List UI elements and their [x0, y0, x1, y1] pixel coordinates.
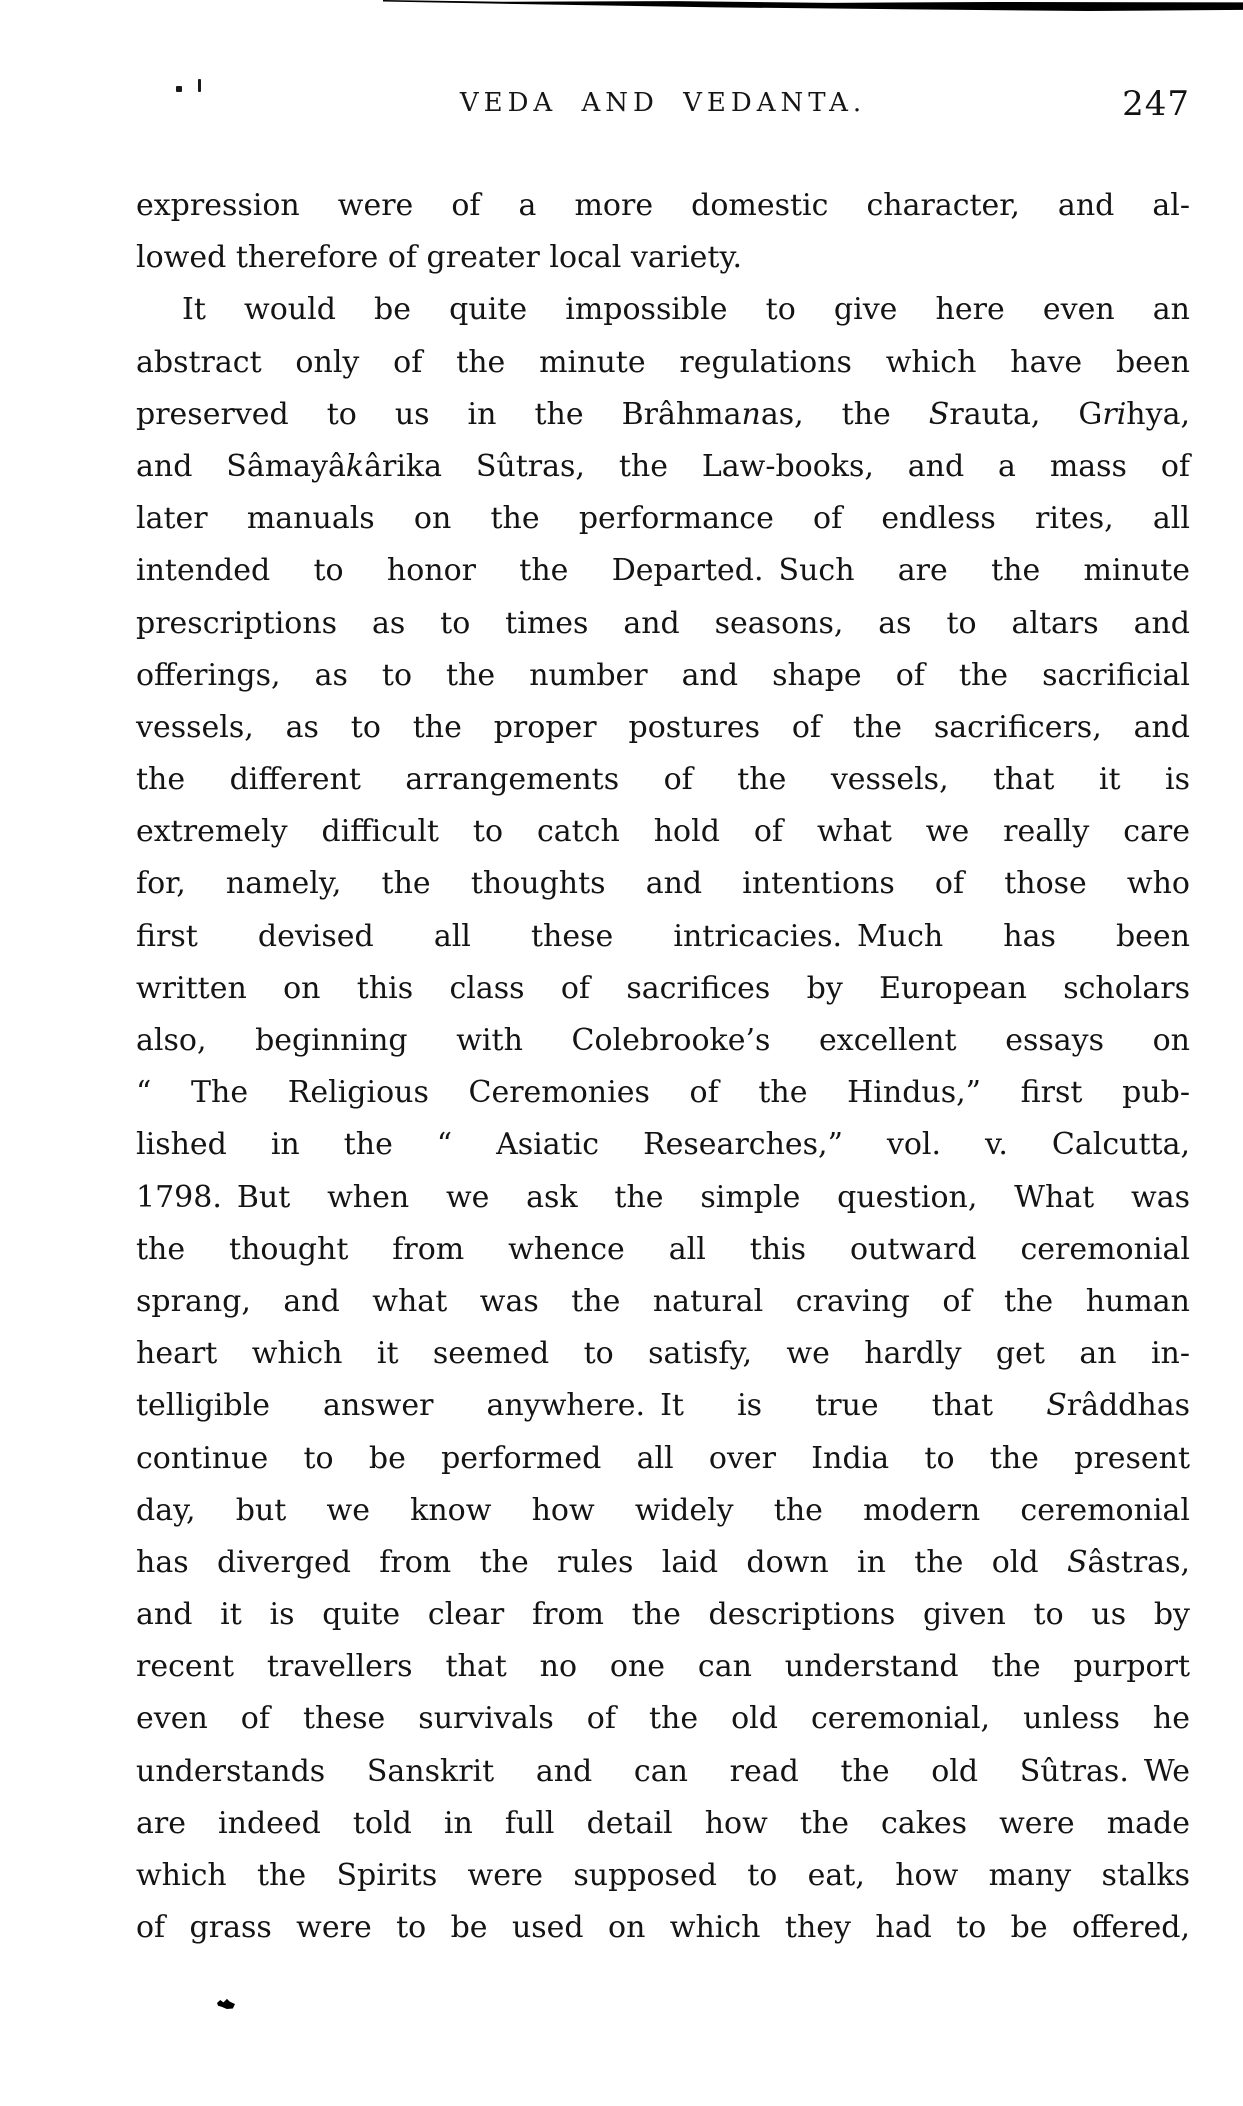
text-segment: and it is quite clear from the descriptions given to us by: [136, 1597, 1190, 1633]
text-segment: preserved to us in the Brâhma: [136, 396, 742, 432]
text-segment: expression were of a more domestic character, and al-: [136, 188, 1190, 223]
text-segment: understands Sanskrit and can read the old Sûtras. We: [136, 1753, 1190, 1789]
text-segment: first devised all these intricacies. Much has been: [136, 918, 1190, 954]
italic-text-segment: S: [1066, 1544, 1088, 1580]
italic-text-segment: ri: [1102, 396, 1127, 432]
text-line: [136, 1693, 1190, 1745]
text-segment: as, the: [760, 396, 929, 432]
text-line: [136, 1589, 1190, 1641]
text-line: [136, 1328, 1190, 1380]
text-line: [136, 911, 1190, 963]
text-line: [136, 702, 1190, 754]
text-segment: ârika Sûtras, the Law-books, and a mass of: [364, 448, 1190, 484]
text-segment: later manuals on the performance of endless rites, all: [136, 501, 1190, 537]
italic-text-segment: S: [928, 396, 950, 432]
text-segment: written on this class of sacrifices by European scholars: [136, 970, 1190, 1006]
text-segment: lished in the “ Asiatic Researches,” vol. v. Calcutta,: [136, 1127, 1190, 1163]
text-segment: day, but we know how widely the modern ceremonial: [136, 1492, 1190, 1528]
text-line: [136, 493, 1190, 545]
text-segment: heart which it seemed to satisfy, we hardly get an in-: [136, 1336, 1190, 1372]
text-line: [136, 337, 1190, 389]
text-segment: of grass were to be used on which they had to be offered,: [136, 1910, 1190, 1946]
text-line: [136, 1224, 1190, 1276]
text-line: [136, 598, 1190, 650]
text-line: [136, 284, 1190, 336]
italic-text-segment: k: [345, 448, 365, 484]
text-line: [136, 1433, 1190, 1485]
text-line: [136, 1902, 1190, 1954]
body-text: [136, 180, 1190, 1954]
text-line: [136, 1172, 1190, 1224]
text-segment: extremely difficult to catch hold of what we really care: [136, 814, 1190, 850]
text-line: [136, 1537, 1190, 1589]
text-segment: 1798. But when we ask the simple question, What was: [136, 1179, 1190, 1215]
text-segment: also, beginning with Colebrooke’s excellent essays on: [136, 1023, 1190, 1058]
text-segment: are indeed told in full detail how the cakes were made: [136, 1805, 1190, 1841]
text-line: [136, 1746, 1190, 1798]
text-segment: which the Spirits were supposed to eat, how many stalks: [136, 1858, 1190, 1893]
text-segment: râddhas: [1066, 1388, 1190, 1424]
text-line: [136, 1850, 1190, 1902]
text-line: [136, 1798, 1190, 1850]
text-segment: abstract only of the minute regulations which have been: [136, 344, 1190, 380]
text-line: [136, 1485, 1190, 1537]
text-line: [136, 1015, 1190, 1067]
text-line: [136, 389, 1190, 441]
text-column: [136, 0, 1190, 2106]
text-line: [136, 441, 1190, 493]
text-segment: hya,: [1126, 396, 1190, 432]
text-line: [136, 650, 1190, 702]
text-line: [136, 180, 1190, 232]
text-segment: the thought from whence all this outward ceremonial: [136, 1231, 1190, 1267]
text-segment: and Sâmayâ: [136, 448, 346, 484]
text-segment: rauta, G: [949, 396, 1103, 432]
text-segment: sprang, and what was the natural craving of the human: [136, 1283, 1190, 1319]
text-line: [136, 545, 1190, 597]
text-line: [136, 858, 1190, 910]
text-segment: It would be quite impossible to give here even an: [182, 292, 1190, 328]
text-segment: “ The Religious Ceremonies of the Hindus,” first pub-: [136, 1075, 1190, 1111]
text-segment: telligible answer anywhere. It is true that: [136, 1388, 1047, 1424]
text-segment: prescriptions as to times and seasons, as to altars and: [136, 605, 1190, 641]
text-line: [136, 1380, 1190, 1432]
text-line: [136, 1276, 1190, 1328]
text-segment: lowed therefore of greater local variety.: [136, 240, 742, 276]
text-line: [136, 806, 1190, 858]
italic-text-segment: S: [1046, 1388, 1067, 1424]
italic-text-segment: n: [741, 396, 761, 432]
text-segment: continue to be performed all over India to the present: [136, 1440, 1190, 1476]
text-segment: for, namely, the thoughts and intentions of those who: [136, 866, 1190, 902]
text-segment: offerings, as to the number and shape of the sacrificial: [136, 657, 1190, 693]
text-line: [136, 754, 1190, 806]
text-line: [136, 1119, 1190, 1171]
text-line: [136, 1641, 1190, 1693]
text-segment: intended to honor the Departed. Such are the minute: [136, 553, 1190, 589]
text-segment: recent travellers that no one can understand the purport: [136, 1649, 1190, 1685]
text-segment: vessels, as to the proper postures of the sacrificers, and: [136, 709, 1190, 745]
text-segment: the different arrangements of the vessels, that it is: [136, 762, 1190, 798]
text-segment: âstras,: [1087, 1544, 1190, 1580]
page-number: 247: [1122, 84, 1190, 124]
text-segment: has diverged from the rules laid down in the old: [136, 1544, 1067, 1580]
text-line: [136, 1067, 1190, 1119]
text-segment: even of these survivals of the old ceremonial, unless he: [136, 1701, 1190, 1737]
running-title: VEDA AND VEDANTA.: [459, 88, 867, 118]
text-line: [136, 963, 1190, 1015]
text-line: [136, 232, 1190, 284]
